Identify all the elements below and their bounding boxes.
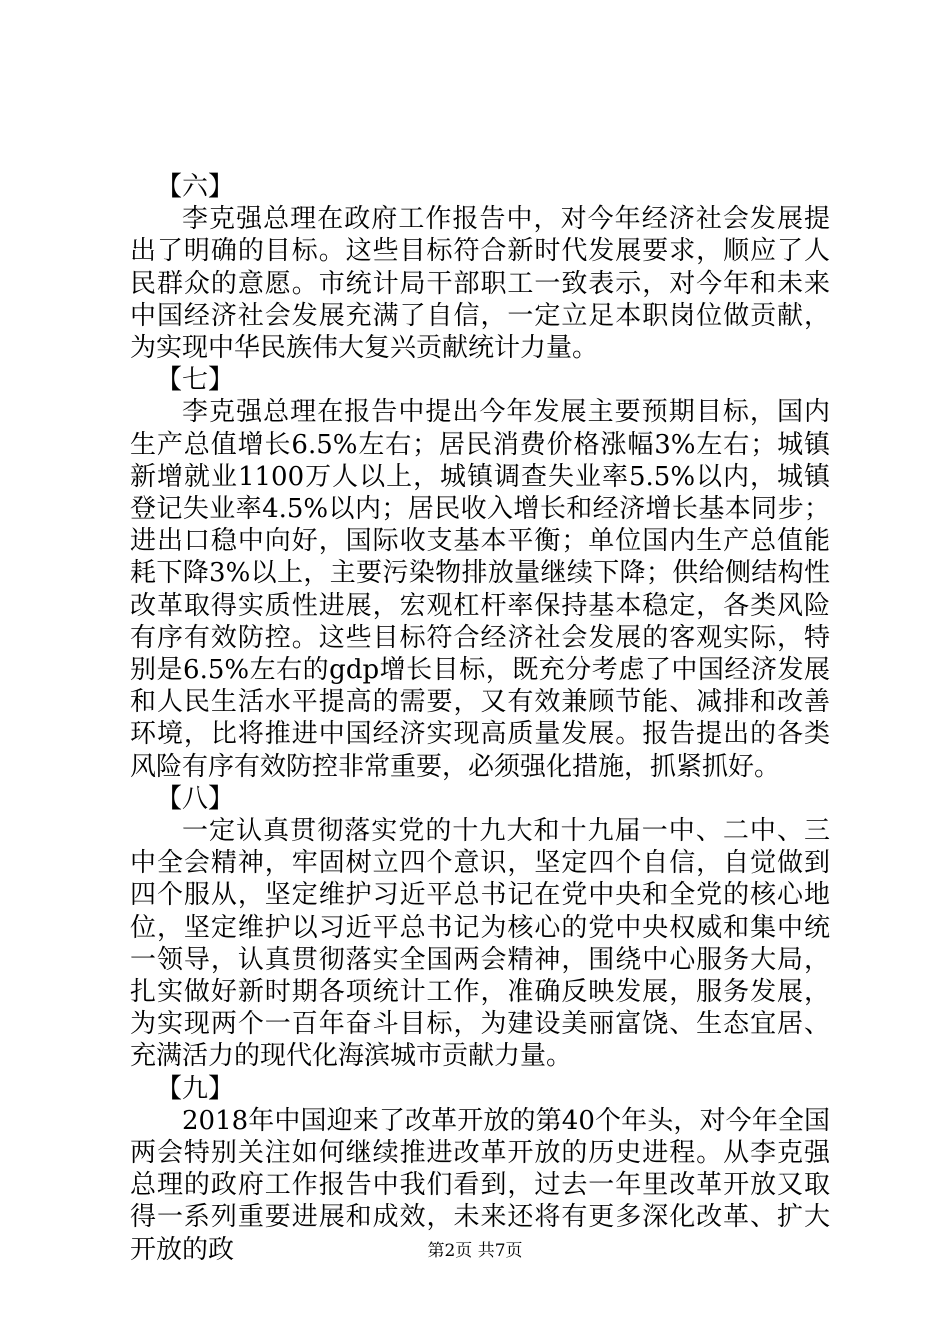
section-paragraph: 李克强总理在报告中提出今年发展主要预期目标，国内生产总值增长6.5%左右；居民消费价格涨幅3%左右；城镇新增就业1100万人以上，城镇调查失业率5.5%以内，城镇登记失业率4.5%以内；居民收入增长和经济增长基本同步；进出口稳中向好，国际收支基本平衡；单位国内生产总值能耗下降3%以上，主要污染物排放量继续下降；供给侧结构性改革取得实质性进展，宏观杠杆率保持基本稳定，各类风险有序有效防控。这些目标符合经济社会发展的客观实际，特别是6.5%左右的gdp增长目标，既充分考虑了中国经济发展和人民生活水平提高的需要，又有效兼顾节能、减排和改善环境，比将推进中国经济实现高质量发展。报告提出的各类风险有序有效防控非常重要，必须强化措施，抓紧抓好。 [130, 397, 830, 782]
section-heading: 【七】 [156, 365, 235, 396]
page-number-footer: 第2页 共7页 [427, 1241, 523, 1261]
document-body [130, 171, 830, 1266]
section-6 [130, 171, 830, 364]
section-9 [130, 1073, 830, 1266]
section-paragraph: 李克强总理在政府工作报告中，对今年经济社会发展提出了明确的目标。这些目标符合新时代发展要求，顺应了人民群众的意愿。市统计局干部职工一致表示，对今年和未来中国经济社会发展充满了自信，一定立足本职岗位做贡献，为实现中华民族伟大复兴贡献统计力量。 [130, 204, 830, 363]
section-paragraph: 一定认真贯彻落实党的十九大和十九届一中、二中、三中全会精神，牢固树立四个意识，坚定四个自信，自觉做到四个服从，坚定维护习近平总书记在党中央和全党的核心地位，坚定维护以习近平总书记为核心的党中央权威和集中统一领导，认真贯彻落实全国两会精神，围绕中心服务大局，扎实做好新时期各项统计工作，准确反映发展，服务发展，为实现两个一百年奋斗目标，为建设美丽富饶、生态宜居、充满活力的现代化海滨城市贡献力量。 [130, 816, 830, 1072]
section-8 [130, 783, 830, 1073]
section-heading: 【八】 [156, 783, 235, 814]
section-heading: 【九】 [156, 1073, 235, 1104]
section-paragraph: 2018年中国迎来了改革开放的第40个年头，对今年全国两会特别关注如何继续推进改革开放的历史进程。从李克强总理的政府工作报告中我们看到，过去一年里改革开放又取得一系列重要进展和成效，未来还将有更多深化改革、扩大开放的政 [130, 1105, 830, 1265]
section-heading: 【六】 [156, 172, 235, 202]
section-7 [130, 364, 830, 783]
